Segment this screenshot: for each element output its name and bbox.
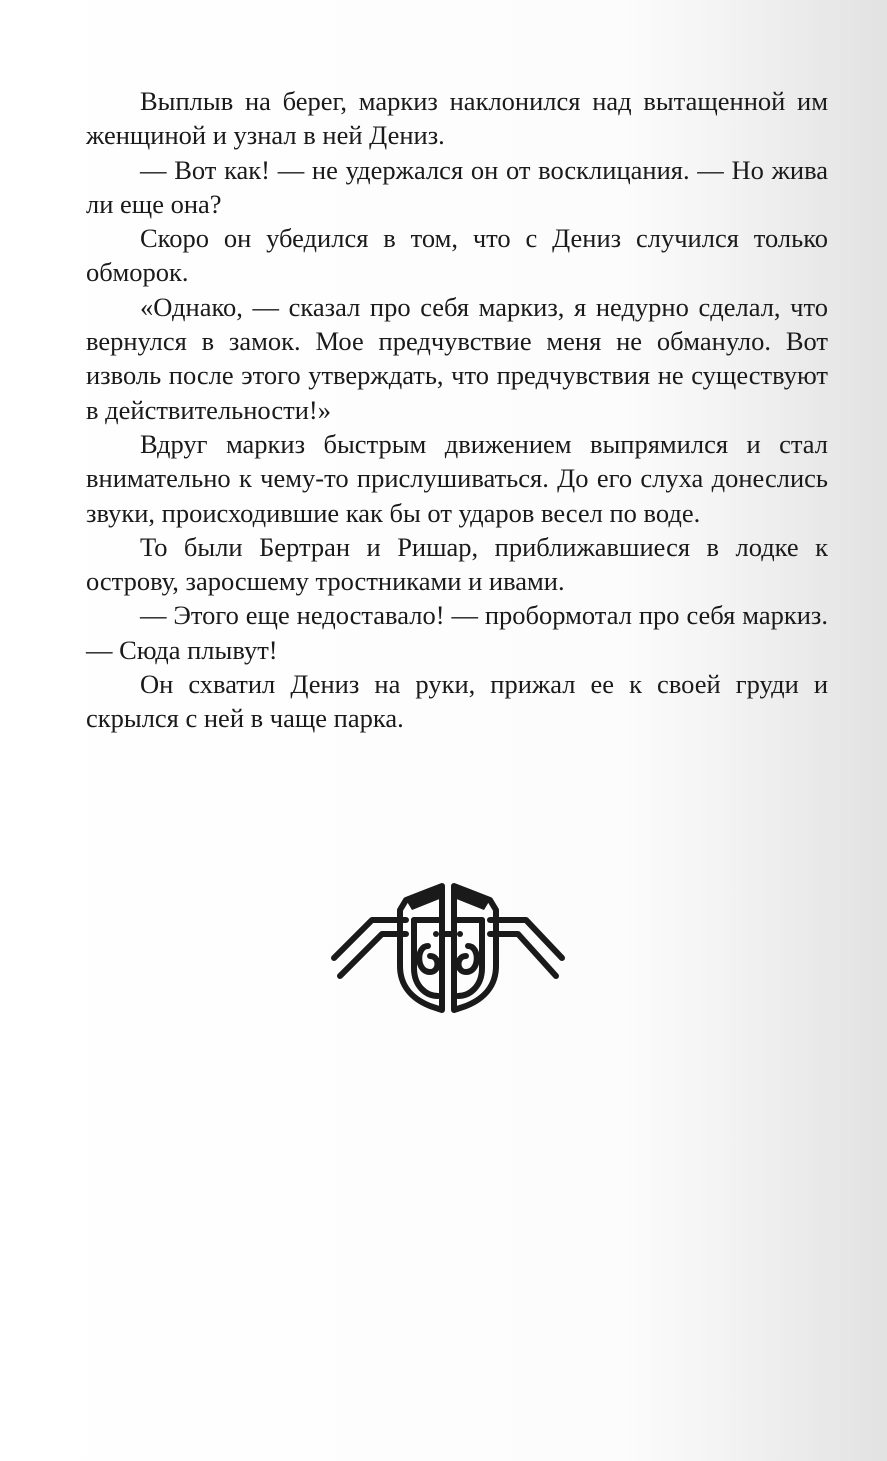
paragraph-5: Вдруг маркиз быстрым движением выпрямился и стал внимательно к чему-то прислушиваться. До его слуха донеслись звуки, происходившие как бы от ударов весел по воде. — [86, 428, 828, 528]
page-text — [86, 84, 828, 736]
art-nouveau-ornament-icon — [330, 880, 566, 1020]
paragraph-2: — Вот как! — не удержался он от восклицания. — Но жива ли еще она? — [86, 154, 828, 219]
paragraph-8: Он схватил Дениз на руки, прижал ее к своей груди и скрылся с ней в чаще парка. — [86, 669, 828, 734]
paragraph-4: «Однако, — сказал про себя маркиз, я недурно сделал, что вернулся в замок. Мое предчувствие меня не обмануло. Вот изволь после этого утверждать, что предчувствия не существуют в действительности!» — [86, 291, 828, 425]
paragraph-7: — Этого еще недоставало! — пробормотал про себя маркиз. — Сюда плывут! — [86, 600, 828, 665]
paragraph-6: То были Бертран и Ришар, приближавшиеся в лодке к острову, заросшему тростниками и ивами. — [86, 531, 828, 597]
paragraph-1: Выплыв на берег, маркиз наклонился над вытащенной им женщиной и узнал в ней Дениз. — [86, 86, 828, 151]
paragraph-3: Скоро он убедился в том, что с Дениз случился только обморок. — [86, 223, 828, 288]
